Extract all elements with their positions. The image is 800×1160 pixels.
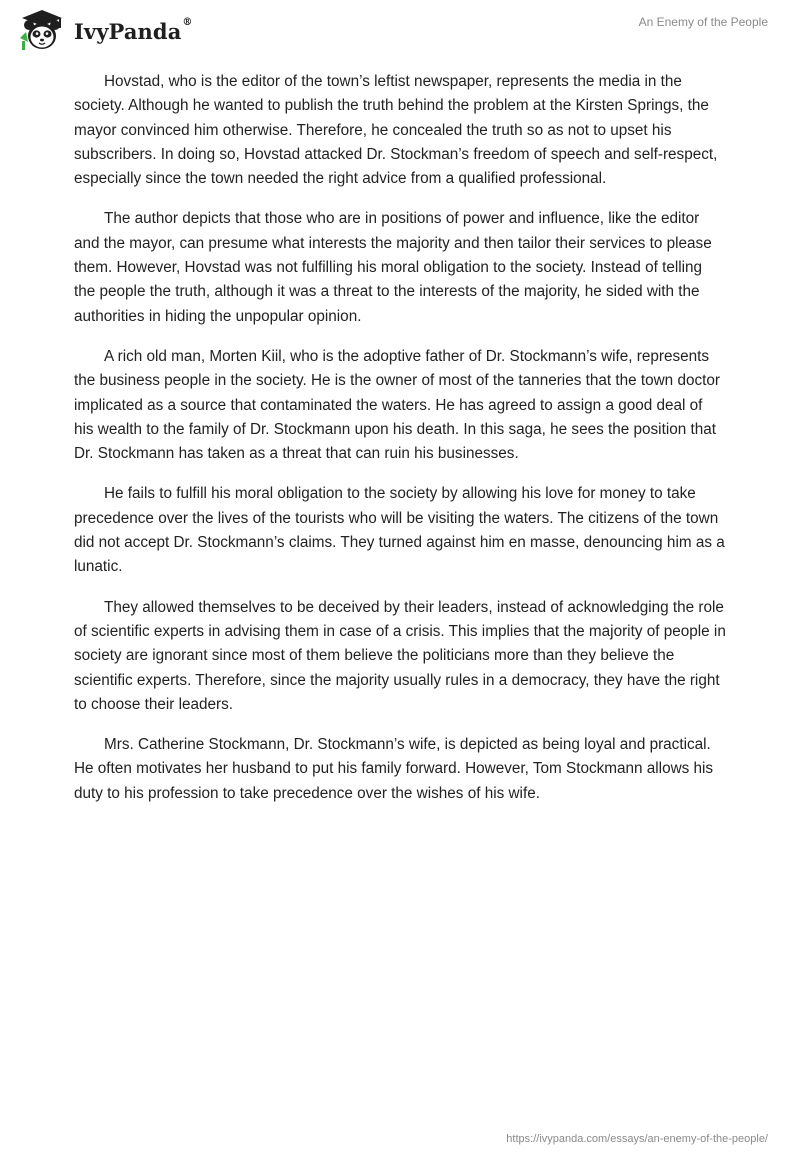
- registered-mark: ®: [182, 16, 193, 28]
- ivypanda-logo[interactable]: [16, 8, 193, 52]
- essay-body: [74, 70, 726, 822]
- page-header: [0, 0, 800, 64]
- logo-wordmark: IvyPanda®: [74, 16, 193, 44]
- paragraph: The author depicts that those who are in positions of power and influence, like the editor and the mayor, can presume what interests the majority and then tailor their services to please them. However, Hovstad was not fulfilling his moral obligation to the society. Instead of telling the people the truth, although it was a threat to the interests of the majority, he sided with the authorities in hiding the unpopular opinion.: [74, 210, 712, 325]
- panda-logo-icon: [16, 8, 68, 52]
- paragraph: They allowed themselves to be deceived by their leaders, instead of acknowledging the role of scientific experts in advising them in case of a crisis. This implies that the majority of people in society are ignorant since most of them believe the politicians more than they believe the scientific experts. Therefore, since the majority usually rules in a democracy, they have the right to choose their leaders.: [74, 598, 726, 713]
- paragraph: Hovstad, who is the editor of the town’s leftist newspaper, represents the media in the society. Although he wanted to publish the truth behind the problem at the Kirsten Springs, the mayor convinced him otherwise. Therefore, he concealed the truth so as not to upset his subscribers. In doing so, Hovstad attacked Dr. Stockman’s freedom of speech and self-respect, especially since the town needed the right advice from a qualified professional.: [74, 73, 718, 188]
- paragraph: Mrs. Catherine Stockmann, Dr. Stockmann’s wife, is depicted as being loyal and practical. He often motivates her husband to put his family forward. However, Tom Stockmann allows his duty to his profession to take precedence over the wishes of his wife.: [74, 736, 714, 802]
- paragraph: A rich old man, Morten Kiil, who is the adoptive father of Dr. Stockmann’s wife, represents the business people in the society. He is the owner of most of the tanneries that the town doctor implicated as a source that contaminated the waters. He has agreed to assign a good deal of his wealth to the family of Dr. Stockmann upon his death. In this saga, he sees the position that Dr. Stockmann has taken as a threat that can ruin his businesses.: [74, 347, 720, 463]
- document-title: An Enemy of the People: [638, 15, 768, 29]
- paragraph: He fails to fulfill his moral obligation to the society by allowing his love for money to take precedence over the lives of the tourists who will be visiting the waters. The citizens of the town did not accept Dr. Stockmann’s claims. They turned against him en masse, denouncing him as a lunatic.: [74, 485, 725, 576]
- source-url-link[interactable]: https://ivypanda.com/essays/an-enemy-of-the-people/: [506, 1133, 768, 1145]
